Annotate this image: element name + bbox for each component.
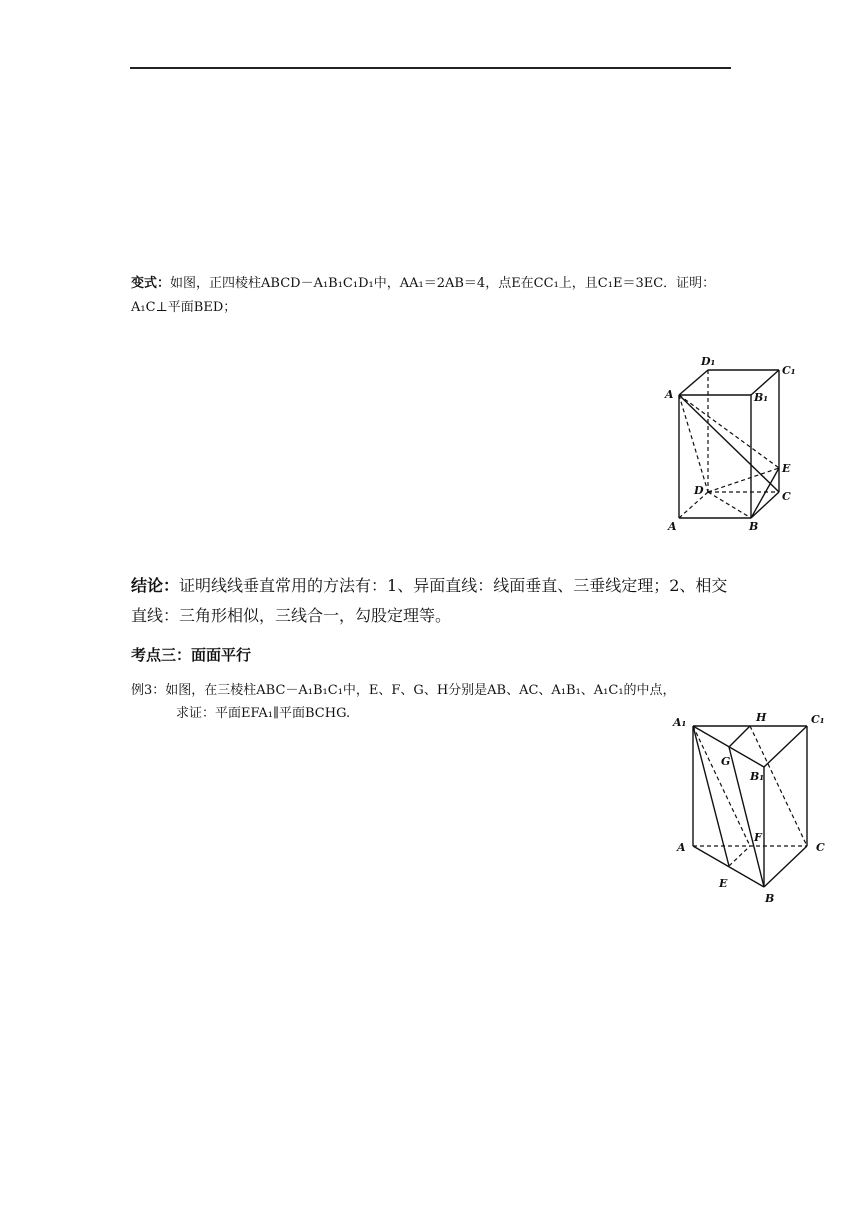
edge <box>729 726 750 747</box>
label-C1: C₁ <box>811 713 825 726</box>
label-A1: A <box>665 388 674 401</box>
section-heading: 考点三：面面平行 <box>131 646 252 664</box>
label-B1: B₁ <box>754 391 769 404</box>
conclusion-text: 证明线线垂直常用的方法有：1、异面直线：线面垂直、三垂线定理；2、相交直线：三角形相似，三线合一，勾股定理等。 <box>131 576 728 625</box>
hidden-edge <box>708 492 751 518</box>
hidden-edge <box>729 846 750 866</box>
label-A: A <box>677 841 686 854</box>
label-D: D <box>694 484 704 497</box>
prism-figure-1 <box>663 352 803 534</box>
conclusion-label: 结论： <box>131 576 180 595</box>
label-F: F <box>754 831 762 844</box>
edge <box>751 492 779 518</box>
edge <box>693 846 764 887</box>
edge <box>693 726 729 866</box>
variant-text: 如图，正四棱柱ABCD－A₁B₁C₁D₁中，AA₁＝2AB＝4，点E在CC₁上，且C₁E＝3EC．证明：A₁C⊥平面BED； <box>131 276 716 315</box>
hidden-edge <box>693 726 750 846</box>
prism-figure-2 <box>668 706 832 908</box>
edge <box>764 846 807 887</box>
label-C: C <box>816 841 825 854</box>
label-G: G <box>721 755 731 768</box>
label-E: E <box>782 462 791 475</box>
label-A1: A₁ <box>673 716 687 729</box>
edge <box>729 747 764 887</box>
example3-line2: 求证：平面EFA₁∥平面BCHG. <box>176 706 351 721</box>
label-B: B <box>765 892 775 905</box>
hidden-edge <box>679 395 779 468</box>
label-C: C <box>782 490 791 503</box>
edge <box>764 726 807 767</box>
variant-label: 变式： <box>131 276 171 291</box>
hidden-edge <box>750 726 807 846</box>
edge <box>679 370 708 395</box>
label-A: A <box>668 520 677 533</box>
label-B: B <box>749 520 759 533</box>
label-E: E <box>719 877 728 890</box>
label-D1: D₁ <box>701 355 716 368</box>
example3-line1: 例3：如图，在三棱柱ABC－A₁B₁C₁中，E、F、G、H分别是AB、AC、A₁B₁、A₁C₁的中点， <box>131 683 676 698</box>
label-C1: C₁ <box>782 364 796 377</box>
header-rule <box>130 67 731 69</box>
label-B1: B₁ <box>750 770 765 783</box>
conclusion <box>131 571 743 631</box>
label-H: H <box>756 711 767 724</box>
variant-problem <box>131 272 741 320</box>
